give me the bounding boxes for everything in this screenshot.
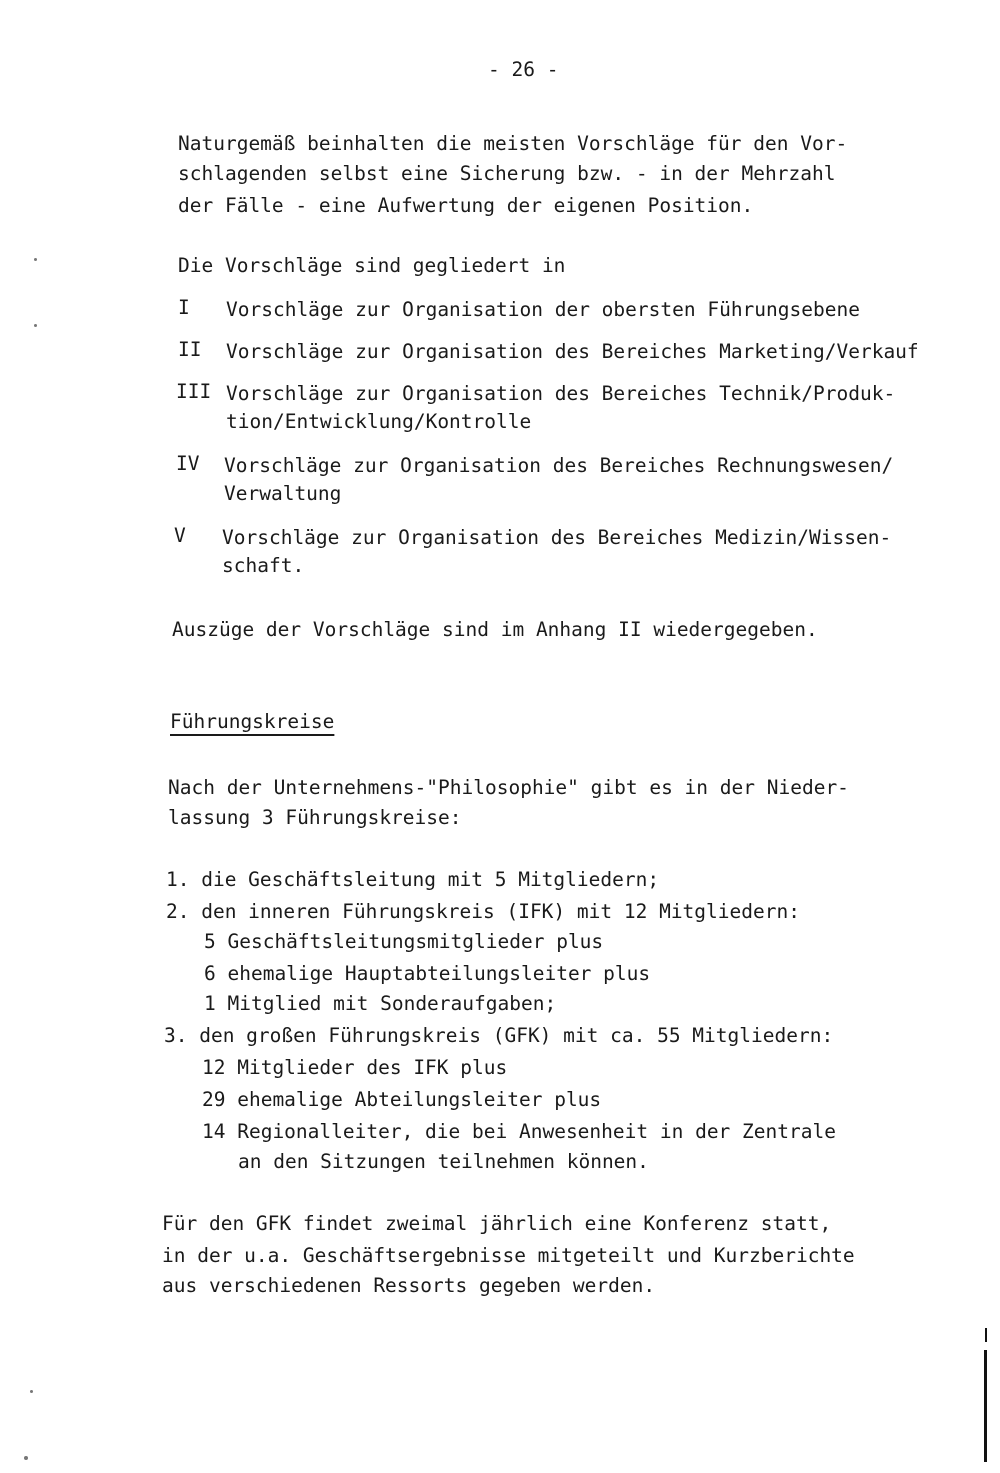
proposal-text-1: Vorschläge zur Organisation der obersten Führungsebene (226, 298, 860, 321)
scan-speck (30, 1390, 33, 1393)
scan-speck (34, 324, 37, 327)
proposal-text-4b: Verwaltung (224, 482, 342, 505)
circle-item-2: 2. den inneren Führungskreis (IFK) mit 12 Mitgliedern: (166, 900, 800, 923)
para3-line-1: Für den GFK findet zweimal jährlich eine Konferenz statt, (162, 1212, 832, 1235)
section-heading: Führungskreise (170, 710, 335, 733)
margin-mark-bar (984, 1350, 987, 1462)
proposal-text-3b: tion/Entwicklung/Kontrolle (226, 410, 532, 433)
circle-item-3-sub-2: 29 ehemalige Abteilungsleiter plus (202, 1088, 602, 1111)
para1-line-3: der Fälle - eine Aufwertung der eigenen Position. (178, 194, 754, 217)
circle-item-2-sub-2: 6 ehemalige Hauptabteilungsleiter plus (204, 962, 651, 985)
proposal-text-5b: schaft. (222, 554, 305, 577)
circle-item-3-sub-1: 12 Mitglieder des IFK plus (202, 1056, 508, 1079)
scan-speck (24, 1456, 28, 1460)
intro-line: Die Vorschläge sind gegliedert in (178, 254, 566, 277)
proposal-num-4: IV (176, 452, 200, 475)
circle-item-3-sub-3: 14 Regionalleiter, die bei Anwesenheit in der Zentrale (202, 1120, 836, 1143)
proposal-text-4a: Vorschläge zur Organisation des Bereiches Rechnungswesen/ (224, 454, 894, 477)
proposal-text-5a: Vorschläge zur Organisation des Bereiches Medizin/Wissen- (222, 526, 892, 549)
para3-line-3: aus verschiedenen Ressorts gegeben werden. (162, 1274, 656, 1297)
proposal-text-3a: Vorschläge zur Organisation des Bereiches Technik/Produk- (226, 382, 896, 405)
para1-line-1: Naturgemäß beinhalten die meisten Vorschläge für den Vor- (178, 132, 848, 155)
proposal-num-5: V (174, 524, 186, 547)
circle-item-3: 3. den großen Führungskreis (GFK) mit ca. 55 Mitgliedern: (164, 1024, 834, 1047)
proposal-num-2: II (178, 338, 202, 361)
para2-line-2: lassung 3 Führungskreise: (168, 806, 462, 829)
circle-item-2-sub-3: 1 Mitglied mit Sonderaufgaben; (204, 992, 557, 1015)
para1-line-2: schlagenden selbst eine Sicherung bzw. - in der Mehrzahl (178, 162, 836, 185)
margin-mark-small (985, 1328, 987, 1342)
para2-line-1: Nach der Unternehmens-"Philosophie" gibt es in der Nieder- (168, 776, 849, 799)
circle-item-3-sub-3-cont: an den Sitzungen teilnehmen können. (238, 1150, 649, 1173)
proposal-text-2: Vorschläge zur Organisation des Bereiches Marketing/Verkauf (226, 340, 919, 363)
circle-item-2-sub-1: 5 Geschäftsleitungsmitglieder plus (204, 930, 604, 953)
scan-speck (34, 258, 37, 261)
page-number: - 26 - (488, 58, 559, 81)
proposal-num-1: I (178, 296, 190, 319)
proposal-num-3: III (176, 380, 212, 403)
excerpt-note: Auszüge der Vorschläge sind im Anhang II wiedergegeben. (172, 618, 818, 641)
para3-line-2: in der u.a. Geschäftsergebnisse mitgeteilt und Kurzberichte (162, 1244, 855, 1267)
circle-item-1: 1. die Geschäftsleitung mit 5 Mitgliedern; (166, 868, 660, 891)
